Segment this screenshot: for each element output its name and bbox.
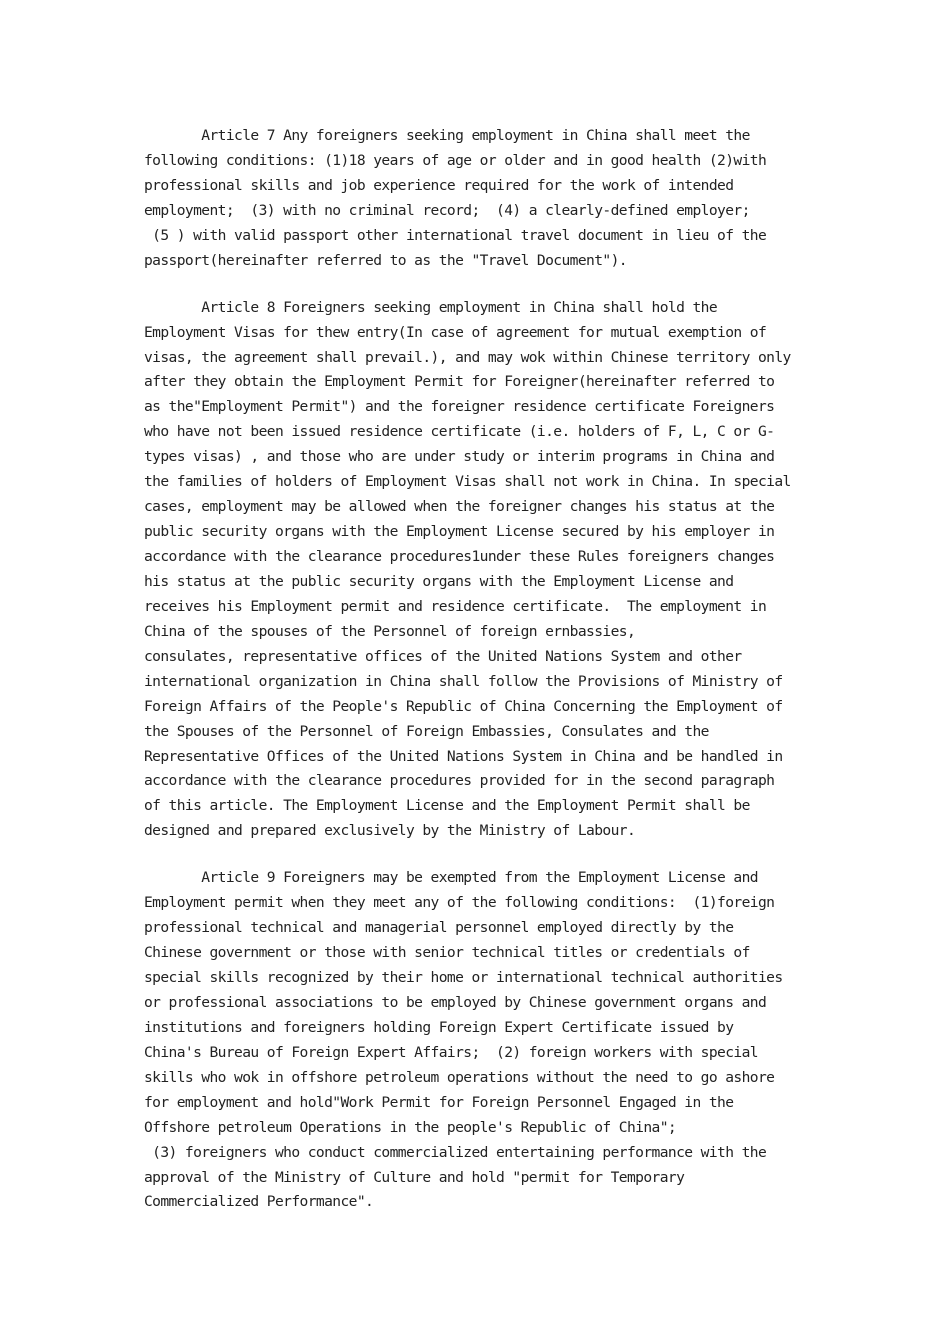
text-line: types visas) , and those who are under study or interim programs in China and bbox=[144, 448, 775, 466]
text-line: special skills recognized by their home or international technical authorities bbox=[144, 969, 783, 986]
text-line: receives his Employment permit and residence certificate. The employment in bbox=[144, 597, 767, 615]
text-line: China's Bureau of Foreign Expert Affairs; (2) foreign workers with special bbox=[144, 1043, 758, 1061]
text-line: China of the spouses of the Personnel of foreign ernbassies, bbox=[144, 622, 636, 640]
article-9-paragraph bbox=[144, 866, 814, 1215]
text-line: following conditions: (1)18 years of age or older and in good health (2)with bbox=[144, 151, 767, 169]
text-line: Commercialized Performance". bbox=[144, 1193, 374, 1211]
text-line: designed and prepared exclusively by the Ministry of Labour. bbox=[144, 822, 636, 840]
text-line: consulates, representative offices of the United Nations System and other bbox=[144, 647, 742, 665]
text-line: after they obtain the Employment Permit for Foreigner(hereinafter referred to bbox=[144, 373, 775, 391]
text-line: visas, the agreement shall prevail.), and may wok within Chinese territory only bbox=[144, 348, 791, 366]
article-8-paragraph bbox=[144, 296, 814, 845]
text-line: or professional associations to be employed by Chinese government organs and bbox=[144, 993, 767, 1011]
text-line: his status at the public security organs with the Employment License and bbox=[144, 572, 734, 590]
text-line: Foreign Affairs of the People's Republic of China Concerning the Employment of bbox=[144, 697, 783, 715]
text-line: for employment and hold"Work Permit for Foreign Personnel Engaged in the bbox=[144, 1093, 734, 1111]
text-line: (5 ) with valid passport other international travel document in lieu of the bbox=[144, 226, 767, 244]
text-line: cases, employment may be allowed when the foreigner changes his status at the bbox=[144, 498, 775, 516]
text-line: Representative Offices of the United Nations System in China and be handled in bbox=[144, 747, 783, 765]
text-line: the Spouses of the Personnel of Foreign Embassies, Consulates and the bbox=[144, 722, 709, 740]
text-line: international organization in China shall follow the Provisions of Ministry of bbox=[144, 672, 783, 690]
text-line: institutions and foreigners holding Foreign Expert Certificate issued by bbox=[144, 1018, 734, 1036]
text-line: professional technical and managerial personnel employed directly by the bbox=[144, 919, 734, 937]
text-line: skills who wok in offshore petroleum operations without the need to go ashore bbox=[144, 1068, 775, 1086]
text-line: employment; (3) with no criminal record; (4) a clearly-defined employer; bbox=[144, 201, 750, 219]
article-7-paragraph bbox=[144, 124, 814, 274]
text-line: Employment Visas for thew entry(In case of agreement for mutual exemption of bbox=[144, 323, 767, 341]
text-line: as the"Employment Permit") and the foreigner residence certificate Foreigners bbox=[144, 398, 775, 416]
text-line: Offshore petroleum Operations in the people's Republic of China"; bbox=[144, 1118, 677, 1136]
text-line: of this article. The Employment License and the Employment Permit shall be bbox=[144, 797, 750, 815]
text-line: (3) foreigners who conduct commercialized entertaining performance with the bbox=[144, 1143, 767, 1161]
text-line: who have not been issued residence certificate (i.e. holders of F, L, C or G- bbox=[144, 423, 775, 441]
text-line: Article 9 Foreigners may be exempted from the Employment License and bbox=[144, 869, 758, 887]
text-line: Article 8 Foreigners seeking employment in China shall hold the bbox=[144, 298, 718, 316]
text-line: Chinese government or those with senior technical titles or credentials of bbox=[144, 944, 750, 962]
document-body bbox=[144, 124, 814, 1237]
text-line: approval of the Ministry of Culture and hold "permit for Temporary bbox=[144, 1168, 685, 1186]
text-line: accordance with the clearance procedures1under these Rules foreigners changes bbox=[144, 548, 775, 565]
text-line: professional skills and job experience required for the work of intended bbox=[144, 176, 734, 194]
text-line: Article 7 Any foreigners seeking employment in China shall meet the bbox=[144, 127, 750, 144]
text-line: Employment permit when they meet any of the following conditions: (1)foreign bbox=[144, 894, 775, 912]
text-line: accordance with the clearance procedures provided for in the second paragraph bbox=[144, 772, 775, 790]
text-line: the families of holders of Employment Visas shall not work in China. In special bbox=[144, 473, 791, 491]
text-line: passport(hereinafter referred to as the "Travel Document"). bbox=[144, 251, 627, 269]
text-line: public security organs with the Employment License secured by his employer in bbox=[144, 523, 775, 541]
